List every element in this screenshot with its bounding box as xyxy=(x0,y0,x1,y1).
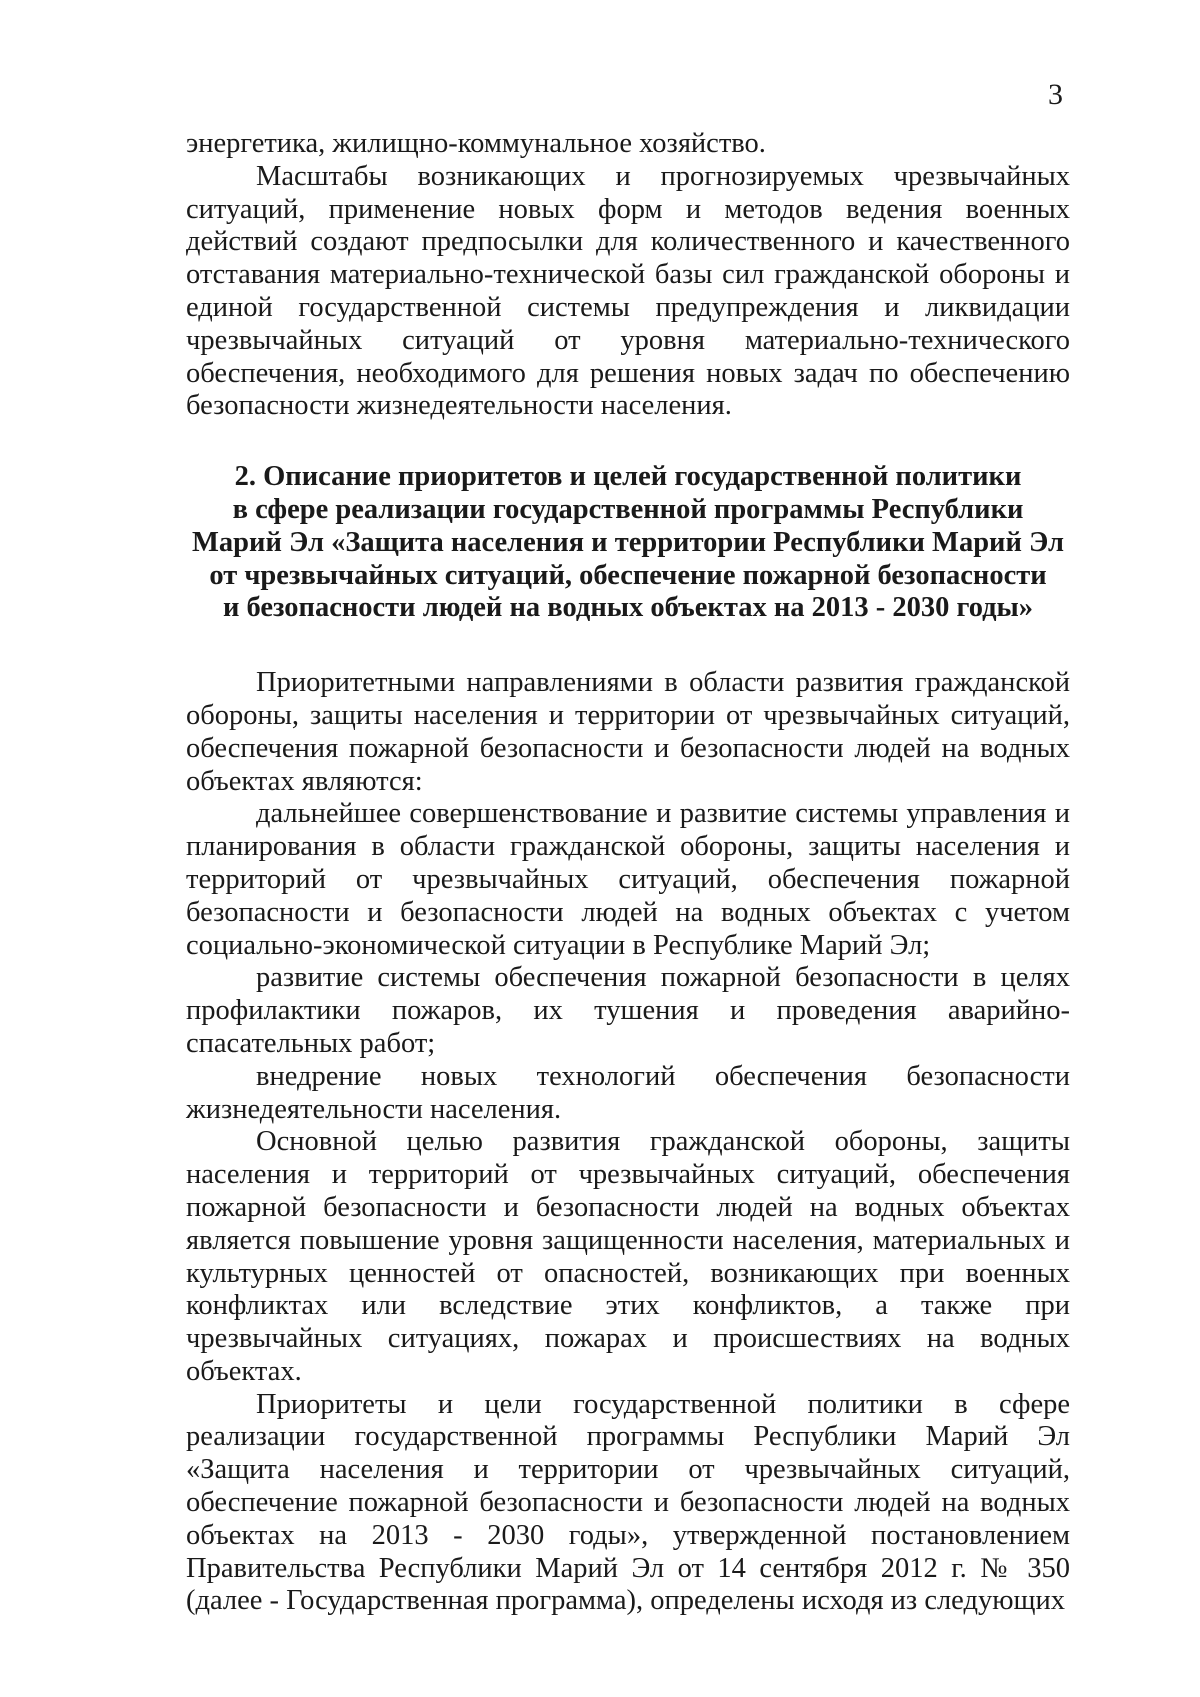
list-item-fire-safety: развитие системы обеспечения пожарной безопасности в целях профилактики пожаров, их тушения и проведения аварийно-спасательных работ; xyxy=(186,962,1070,1059)
page-number: 3 xyxy=(1048,78,1063,111)
list-item-new-technologies: внедрение новых технологий обеспечения безопасности жизнедеятельности населения. xyxy=(186,1060,1070,1125)
paragraph-main-goal: Основной целью развития гражданской обороны, защиты населения и территорий от чрезвычайных ситуаций, обеспечения пожарной безопасности и безопасности людей на водных объектах является повышение уровня защищенности населения, материальных и культурных ценностей от опасностей, возникающих при военных конфликтах или вследствие этих конфликтов, а также при чрезвычайных ситуациях, пожарах и происшествиях на водных объектах. xyxy=(186,1126,1070,1387)
paragraph-priorities-and-goals: Приоритеты и цели государственной политики в сфере реализации государственной программы Республики Марий Эл «Защита населения и территории от чрезвычайных ситуаций, обеспечение пожарной безопасности и безопасности людей на водных объектах на 2013 - 2030 годы», утвержденной постановлением Правительства Республики Марий Эл от 14 сентября 2012 г. № 350 (далее - Государственная программа), определены исходя из следующих xyxy=(186,1388,1070,1617)
heading-line: Марий Эл «Защита населения и территории Республики Марий Эл xyxy=(192,526,1064,558)
heading-line: в сфере реализации государственной программы Республики xyxy=(232,493,1024,525)
document-body xyxy=(186,128,1070,1618)
paragraph-continuation: энергетика, жилищно-коммунальное хозяйство. xyxy=(186,128,766,159)
list-item-management-system: дальнейшее совершенствование и развитие системы управления и планирования в области гражданской обороны, защиты населения и территорий от чрезвычайных ситуаций, обеспечения пожарной безопасности и безопасности людей на водных объектах с учетом социально-экономической ситуации в Республике Марий Эл; xyxy=(186,798,1070,961)
paragraph-priority-directions: Приоритетными направлениями в области развития гражданской обороны, защиты населения и территории от чрезвычайных ситуаций, обеспечения пожарной безопасности и безопасности людей на водных объектах являются: xyxy=(186,667,1070,797)
paragraph-scale-of-emergencies: Масштабы возникающих и прогнозируемых чрезвычайных ситуаций, применение новых форм и методов ведения военных действий создают предпосылки для количественного и качественного отставания материально-технической базы сил гражданской обороны и единой государственной системы предупреждения и ликвидации чрезвычайных ситуаций от уровня материально-технического обеспечения, необходимого для решения новых задач по обеспечению безопасности жизнедеятельности населения. xyxy=(186,160,1070,422)
heading-line: и безопасности людей на водных объектах на 2013 - 2030 годы» xyxy=(222,592,1034,624)
heading-line: от чрезвычайных ситуаций, обеспечение пожарной безопасности xyxy=(209,559,1047,591)
heading-line: 2. Описание приоритетов и целей государственной политики xyxy=(234,461,1022,493)
section-heading xyxy=(186,461,1070,625)
